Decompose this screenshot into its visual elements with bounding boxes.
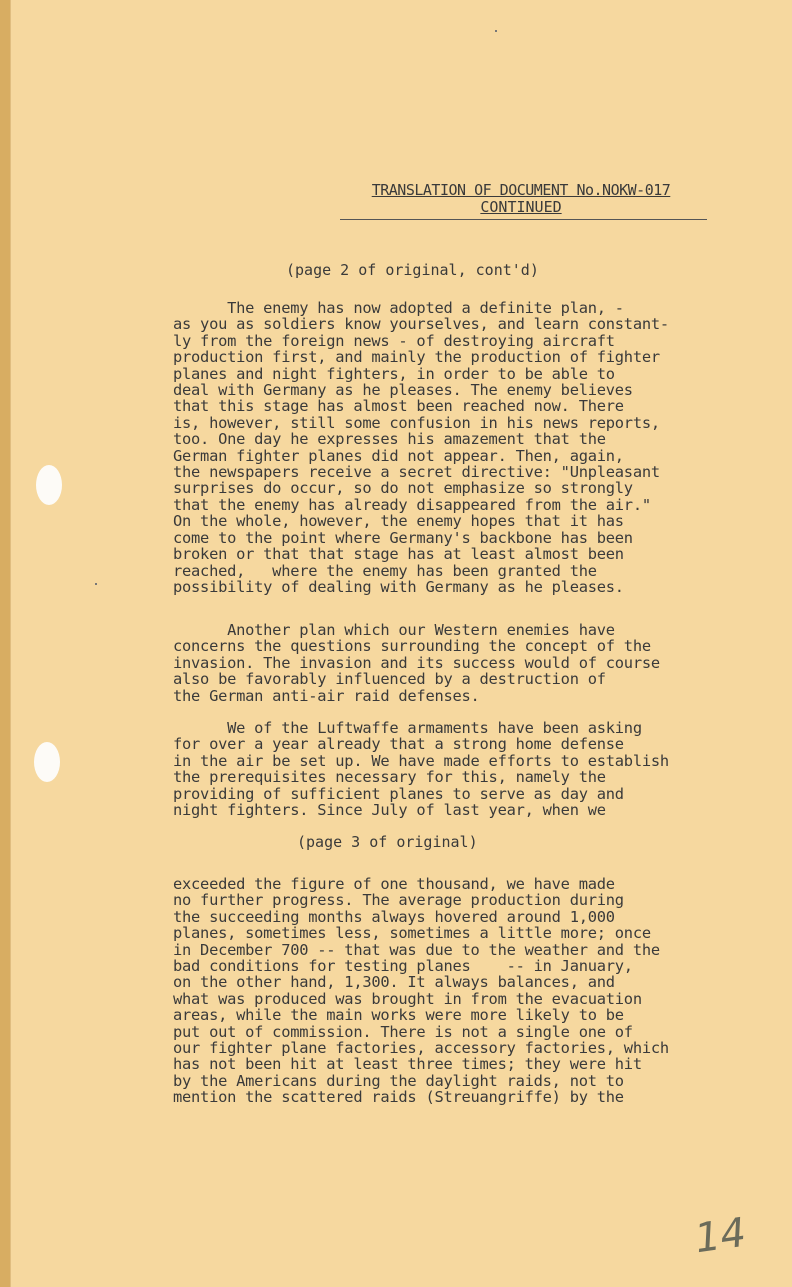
handwritten-page-number: 14	[692, 1209, 749, 1263]
scan-speck	[495, 30, 497, 32]
page-ref-3: (page 3 of original)	[297, 833, 478, 851]
paragraph-production: exceeded the figure of one thousand, we have made no further progress. The average production during the succeeding months always hovered around 1,000 planes, sometimes less, sometimes a little more; once in December 700 -- that was due to the weather and the bad conditions for testing planes -- in January, on the other hand, 1,300. It always balances, and what was produced was brought in from the evacuation areas, while the main works were more likely to be put out of commission. There is not a single one of our fighter plane factories, accessory factories, which has not been hit at least three times; they were hit by the Americans during the daylight raids, not to mention the scattered raids (Streuangriffe) by the	[173, 875, 669, 1107]
header-title: TRANSLATION OF DOCUMENT No.NOKW-017	[371, 181, 671, 199]
document-header	[335, 182, 707, 220]
paragraph-luftwaffe: We of the Luftwaffe armaments have been asking for over a year already that a strong home defense in the air be set up. We have made efforts to establish the prerequisites necessary for this, namely the providing of sufficient planes to serve as day and night fighters. Since July of last year, when we	[173, 719, 669, 820]
paragraph-invasion: Another plan which our Western enemies have concerns the questions surrounding the concept of the invasion. The invasion and its success would of course also be favorably influenced by a destruction of the German anti-air raid defenses.	[173, 621, 660, 705]
scan-edge-strip	[0, 0, 10, 1287]
header-rule	[340, 219, 707, 220]
punch-hole-top	[36, 465, 62, 505]
scan-speck	[95, 583, 97, 585]
punch-hole-bottom	[34, 742, 60, 782]
header-continued: CONTINUED	[480, 198, 562, 216]
paragraph-enemy-plan: The enemy has now adopted a definite plan, - as you as soldiers know yourselves, and learn constant- ly from the foreign news - of destroying aircraft production first, and mainly the production of fighter planes and night fighters, in order to be able to deal with Germany as he pleases. The enemy believes that this stage has almost been reached now. There is, however, still some confusion in his news reports, too. One day he expresses his amazement that the German fighter planes did not appear. Then, again, the newspapers receive a secret directive: "Unpleasant surprises do occur, so do not emphasize so strongly that the enemy has already disappeared from the air." On the whole, however, the enemy hopes that it has come to the point where Germany's backbone has been broken or that that stage has at least almost been reached, where the enemy has been granted the possibility of dealing with Germany as he pleases.	[173, 299, 669, 596]
page-ref-2: (page 2 of original, cont'd)	[286, 261, 539, 279]
